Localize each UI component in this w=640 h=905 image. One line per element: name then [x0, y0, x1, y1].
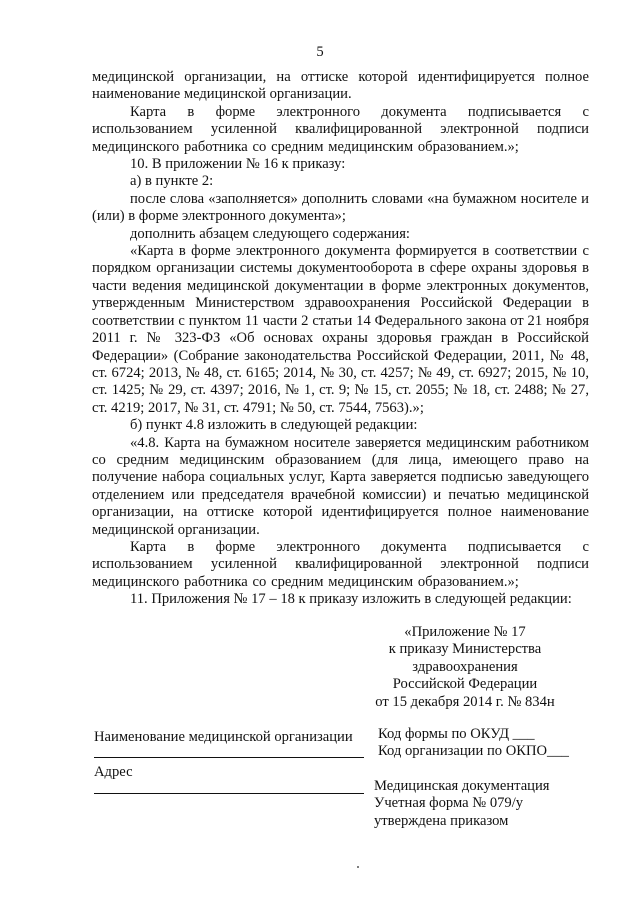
address-label: Адрес: [94, 764, 133, 780]
paragraph-electronic-card: «Карта в форме электронного документа формируется в соответствии с порядком организации системы документооборота в сфере охраны здоровья в части ведения медицинской документации в форме электронных документов, утвержденным Министерством здравоохранения Российской Федерации в соответствии с пунктом 11 части 2 статьи 14 Федерального закона от 21 ноября 2011 г. № 323-ФЗ «Об основах охраны здоровья граждан в Российской Федерации» (Собрание законодательства Российской Федерации, 2011, № 48, ст. 6724; 2013, № 48, ст. 6165; 2014, № 30, ст. 4257; № 49, ст. 6927; 2015, № 10, ст. 1425; № 29, ст. 4397; 2016, № 1, ст. 9; № 15, ст. 2055; № 18, ст. 2488; № 27, ст. 4219; 2017, № 31, ст. 4791; № 50, ст. 7544, 7563).»;: [92, 243, 589, 416]
paragraph-subitem-a: а) в пункте 2:: [130, 173, 214, 190]
paragraph-continuation: медицинской организации, на оттиске которой идентифицируется полное наименование медицинской организации.: [92, 69, 589, 103]
annex-order-ref: к приказу Министерства: [388, 641, 542, 658]
paragraph-item-10: 10. В приложении № 16 к приказу:: [130, 156, 346, 173]
annex-title: «Приложение № 17: [404, 624, 526, 640]
org-name-label: Наименование медицинской организации: [94, 729, 353, 745]
paragraph-item-4-8: «4.8. Карта на бумажном носителе заверяется медицинским работником со средним медицинским образованием (для лица, имеющего право на получение набора социальных услуг, Карта заверяется подписью заведующего отделением или председателя врачебной комиссии) и печатью медицинской организации, на оттиске которой идентифицируется полное наименование медицинской организации.: [92, 434, 589, 538]
annex-country: Российской Федерации: [392, 676, 538, 693]
paragraph-electronic-signature-1: Карта в форме электронного документа подписывается с использованием усиленной квалифицированной электронной подписи медицинского работника со средним медицинским образованием.»;: [92, 103, 589, 155]
medical-documentation-label: Медицинская документация: [374, 778, 550, 794]
org-name-underline: [94, 757, 364, 758]
address-underline: [94, 793, 364, 794]
annex-header: [360, 624, 570, 711]
annex-date: от 15 декабря 2014 г. № 834н: [375, 693, 555, 710]
form-codes: [378, 726, 569, 761]
medical-documentation-block: [374, 778, 550, 830]
okud-code: Код формы по ОКУД ___: [378, 726, 535, 742]
paragraph-electronic-signature-2: Карта в форме электронного документа подписывается с использованием усиленной квалифицированной электронной подписи медицинского работника со средним медицинским образованием.»;: [92, 538, 589, 590]
paragraph-after-word: после слова «заполняется» дополнить словами «на бумажном носителе и (или) в форме электронного документа»;: [92, 190, 589, 225]
scan-speck: [357, 866, 359, 868]
paragraph-add-abstract: дополнить абзацем следующего содержания:: [130, 225, 410, 242]
form-number: Учетная форма № 079/у: [374, 795, 524, 812]
paragraph-item-11: 11. Приложения № 17 – 18 к приказу изложить в следующей редакции:: [130, 591, 572, 608]
paragraph-subitem-b: б) пункт 4.8 изложить в следующей редакции:: [130, 417, 418, 434]
document-body: [92, 69, 589, 609]
okpo-code: Код организации по ОКПО___: [378, 743, 569, 760]
approved-by-order: утверждена приказом: [374, 812, 509, 829]
page-number: 5: [316, 44, 324, 60]
annex-ministry: здравоохранения: [412, 658, 518, 675]
